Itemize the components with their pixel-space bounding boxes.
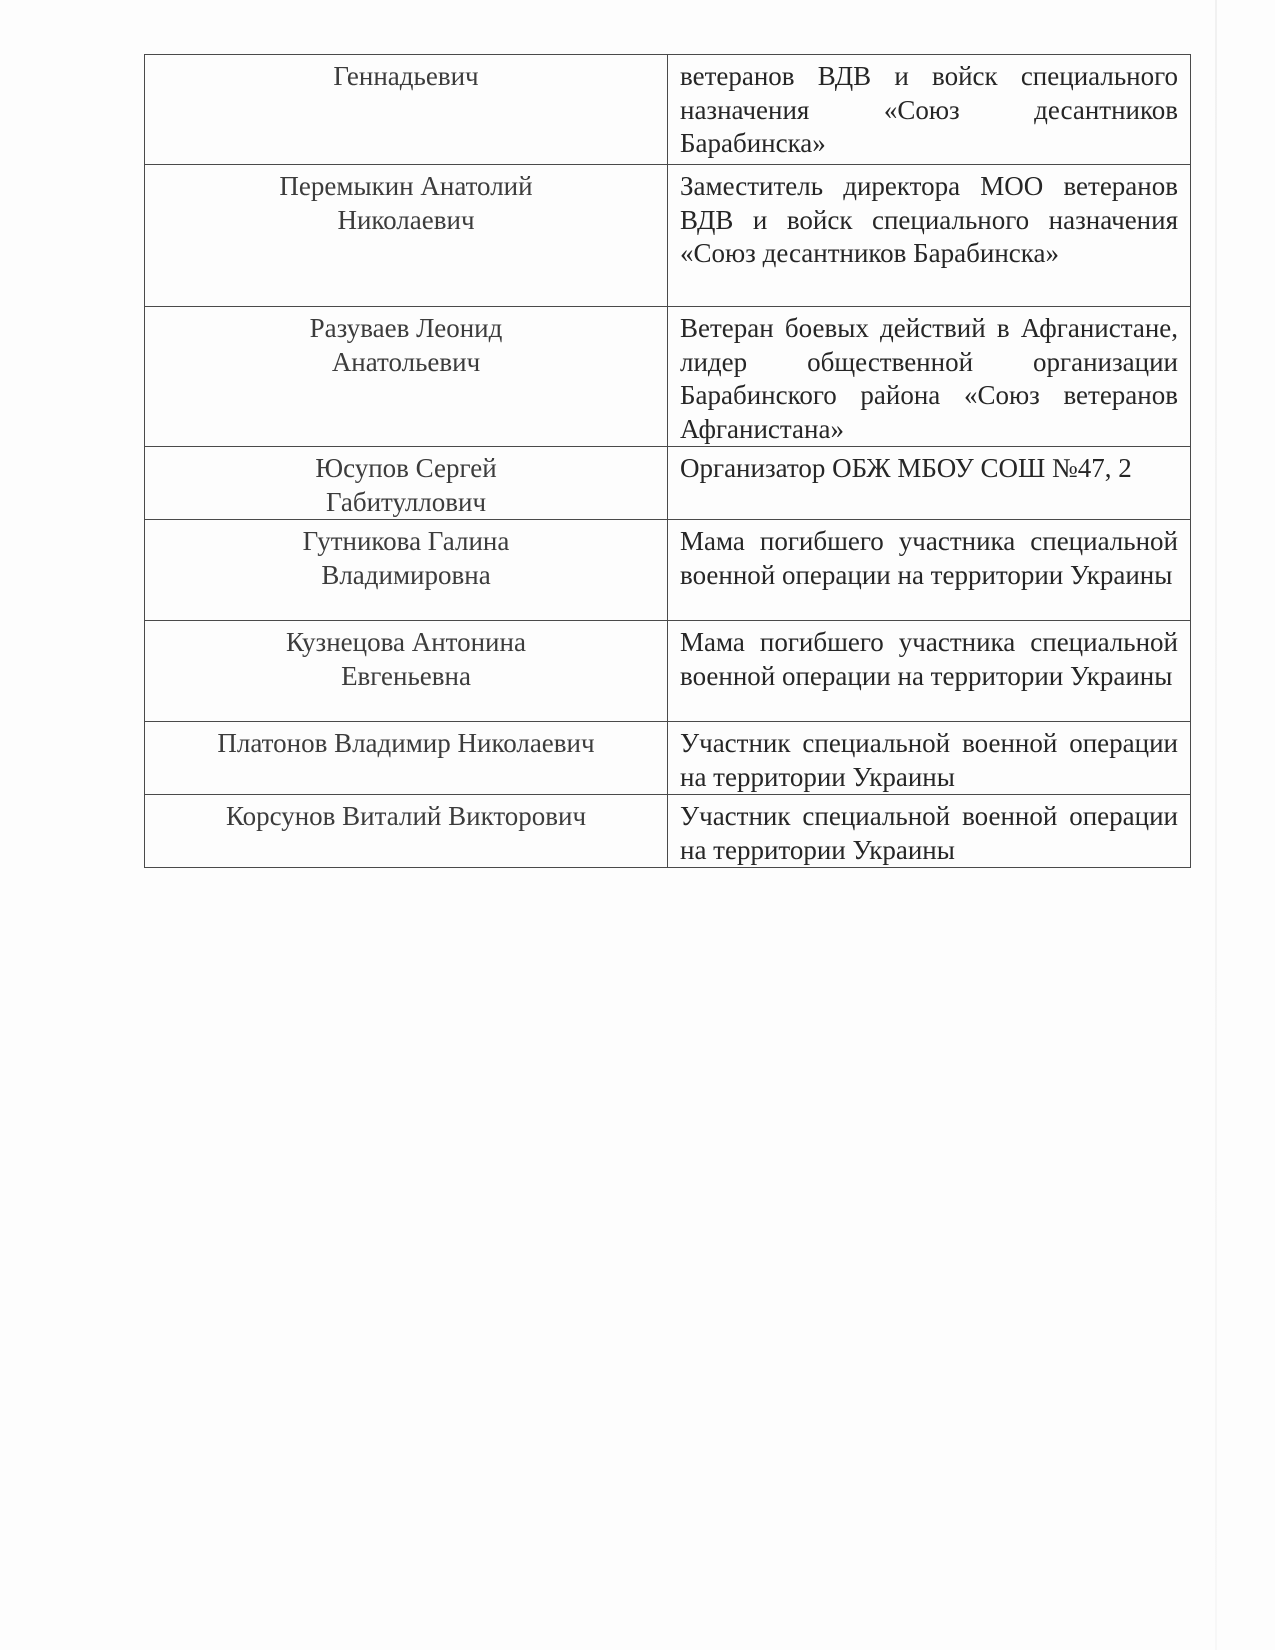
member-name-line: Разуваев Леонид (309, 313, 503, 343)
member-name-line: Гутникова Галина (302, 526, 510, 556)
member-name-line: Юсупов Сергей (315, 453, 497, 483)
member-role-cell: ветеранов ВДВ и войск специального назначения «Союз десантников Барабинска» (668, 55, 1191, 165)
member-name-cell (145, 447, 668, 520)
member-role-cell: Заместитель директора МОО ветеранов ВДВ и войск специального назначения «Союз десантников Барабинска» (668, 165, 1191, 307)
member-role-cell: Ветеран боевых действий в Афганистане, лидер общественной организации Барабинского района «Союз ветеранов Афганистана» (668, 307, 1191, 447)
member-role-cell: Участник специальной военной операции на территории Украины (668, 795, 1191, 868)
scan-edge-line (1215, 0, 1217, 1650)
member-name-cell (145, 55, 668, 165)
member-name-line: Анатольевич (331, 346, 481, 377)
member-name-line: Николаевич (337, 204, 475, 235)
member-name-cell (145, 722, 668, 795)
member-role-cell: Мама погибшего участника специальной военной операции на территории Украины (668, 520, 1191, 621)
member-name-line: Геннадьевич (333, 61, 479, 91)
members-table (144, 54, 1191, 868)
member-name-line: Корсунов Виталий Викторович (225, 801, 587, 831)
member-name-cell (145, 307, 668, 447)
member-role-cell: Организатор ОБЖ МБОУ СОШ №47, 2 (668, 447, 1191, 520)
table-row (145, 165, 1191, 307)
table-row (145, 795, 1191, 868)
member-name-line: Евгеньевна (341, 660, 471, 691)
member-name-cell (145, 520, 668, 621)
table-row (145, 520, 1191, 621)
member-name-cell (145, 165, 668, 307)
member-name-line: Платонов Владимир Николаевич (217, 728, 595, 758)
member-role-cell: Участник специальной военной операции на территории Украины (668, 722, 1191, 795)
table-row (145, 722, 1191, 795)
table-row (145, 307, 1191, 447)
member-name-line: Перемыкин Анатолий (279, 171, 533, 201)
member-name-cell (145, 621, 668, 722)
member-role-cell: Мама погибшего участника специальной военной операции на территории Украины (668, 621, 1191, 722)
table-row (145, 55, 1191, 165)
member-name-line: Габитуллович (325, 486, 487, 517)
member-name-cell (145, 795, 668, 868)
table-row (145, 621, 1191, 722)
member-name-line: Владимировна (321, 559, 491, 590)
member-name-line: Кузнецова Антонина (286, 627, 526, 657)
table-row (145, 447, 1191, 520)
